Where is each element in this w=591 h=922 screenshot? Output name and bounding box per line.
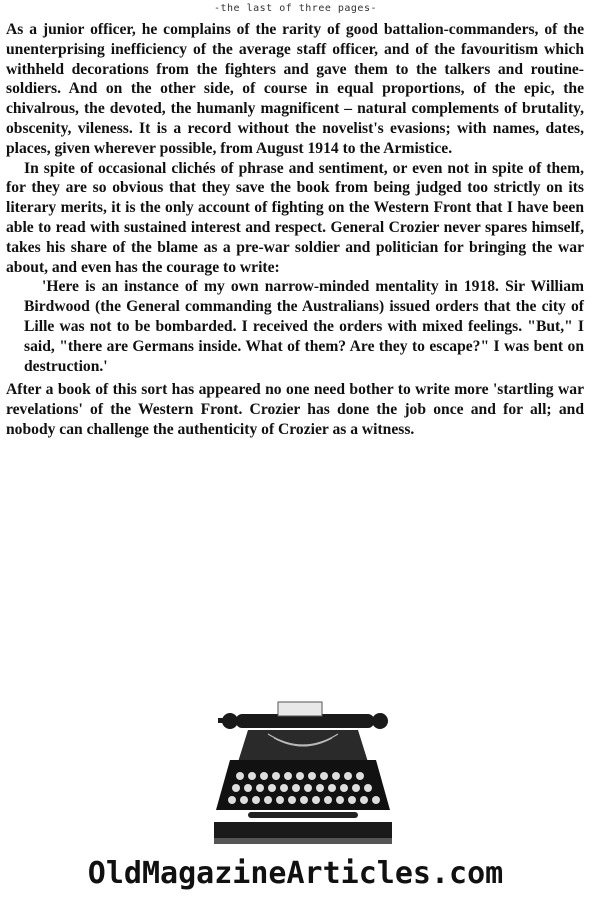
quote-paragraph: 'Here is an instance of my own narrow-minded mentality in 1918. Sir William Birdwood (the General commanding the Australians) issued orders that the city of Lille was not to be bombarded. I received the orders with mixed feelings. "But," I said, "there are Germans inside. What of them? Are they to escape?" I was bent on destruction.' <box>24 278 584 375</box>
paragraph-1: As a junior officer, he complains of the rarity of good battalion-commanders, of the unenterprising inefficiency of the average staff officer, and of the favouritism which withheld decorations from the fighters and gave them to the talkers and routine-soldiers. And on the other side, of course in equal proportions, of the epic, the chivalrous, the devoted, the humanly magnificent – natural complements of brutality, obscenity, vileness. It is a record without the novelist's evasions; with names, dates, places, given wherever possible, from August 1914 to the Armistice. <box>6 21 584 157</box>
article-body <box>6 20 584 440</box>
typewriter-icon <box>208 700 398 850</box>
paragraph-4: After a book of this sort has appeared no one need bother to write more 'startling war revelations' of the Western Front. Crozier has done the job once and for all; and nobody can challenge the authenticity of Crozier as a witness. <box>6 381 584 438</box>
paragraph-2: In spite of occasional clichés of phrase and sentiment, or even not in spite of them, for they are so obvious that they save the book from being judged too strictly on its literary merits, it is the only account of fighting on the Western Front that I have been able to read with sustained interest and respect. General Crozier never spares himself, takes his share of the blame as a pre-war soldier and politician for bringing the war about, and even has the courage to write: <box>6 159 584 276</box>
page-header: -the last of three pages- <box>213 3 377 14</box>
site-footer: OldMagazineArticles.com <box>87 856 504 891</box>
